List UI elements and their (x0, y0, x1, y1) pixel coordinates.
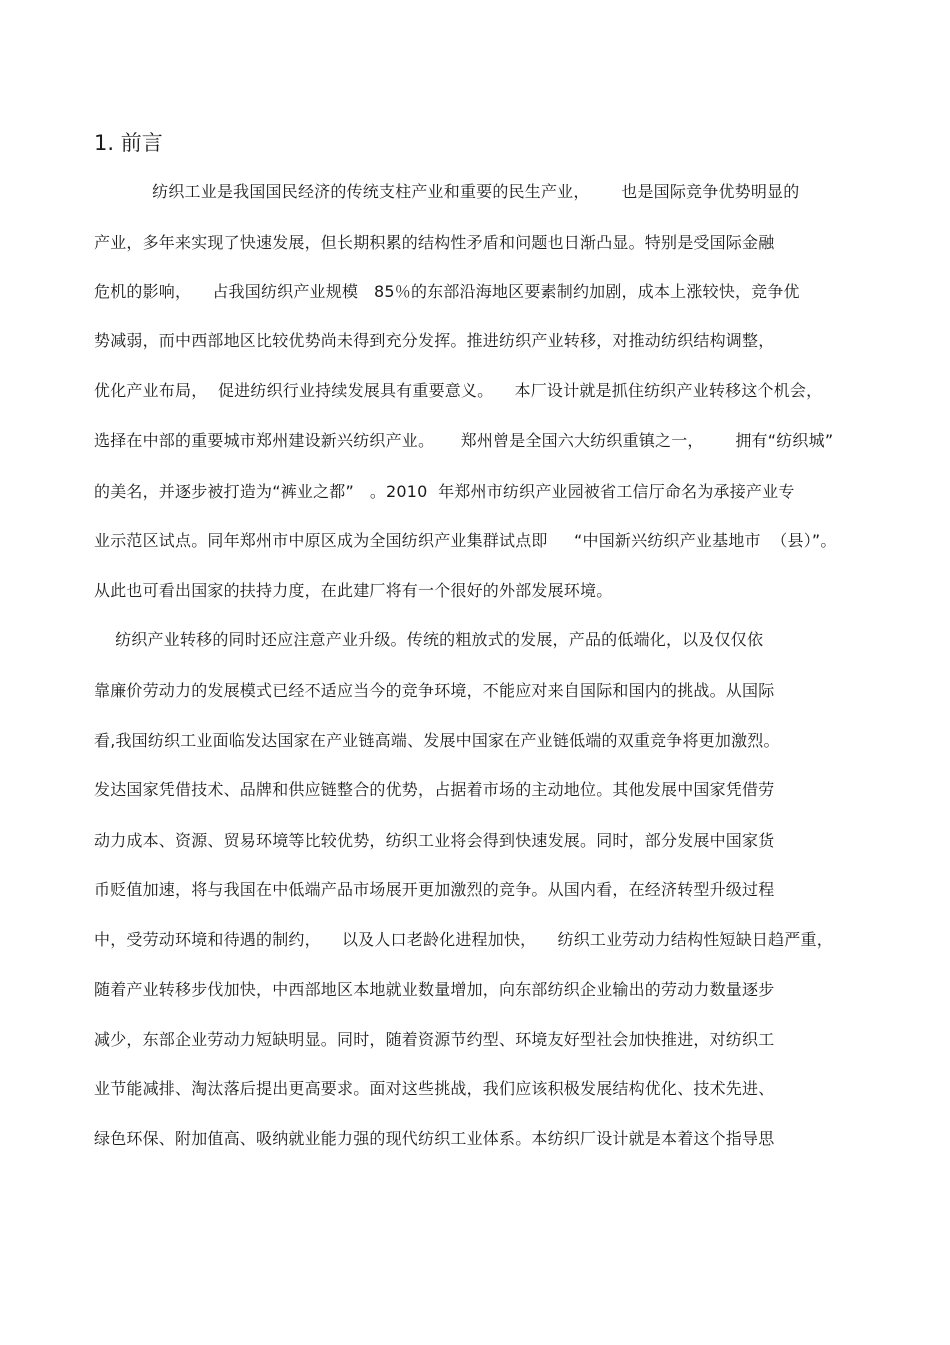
paragraph-line: 看,我国纺织工业面临发达国家在产业链高端、发展中国家在产业链低端的双重竞争将更加激烈。 (94, 731, 780, 750)
paragraph-line: 势减弱，而中西部地区比较优势尚未得到充分发挥。推进纺织产业转移，对推动纺织结构调整， (94, 331, 775, 350)
paragraph-line: 纺织工业是我国国民经济的传统支柱产业和重要的民生产业， 也是国际竞争优势明显的 (94, 182, 800, 201)
paragraph-line: 靠廉价劳动力的发展模式已经不适应当今的竞争环境，不能应对来自国际和国内的挑战。从国际 (94, 681, 775, 700)
paragraph-line: 危机的影响， 占我国纺织产业规模 85％的东部沿海地区要素制约加剧，成本上涨较快，竞争优 (94, 282, 800, 301)
paragraph-line: 业节能减排、淘汰落后提出更高要求。面对这些挑战，我们应该积极发展结构优化、技术先进、 (94, 1079, 775, 1098)
paragraph-line: 从此也可看出国家的扶持力度，在此建厂将有一个很好的外部发展环境。 (94, 581, 613, 600)
paragraph-line: 减少，东部企业劳动力短缺明显。同时，随着资源节约型、环境友好型社会加快推进，对纺织工 (94, 1030, 775, 1049)
paragraph-line: 动力成本、资源、贸易环境等比较优势，纺织工业将会得到快速发展。同时，部分发展中国家货 (94, 831, 775, 850)
paragraph-line: 产业，多年来实现了快速发展，但长期积累的结构性矛盾和问题也日渐凸显。特别是受国际金融 (94, 233, 775, 252)
paragraph-line: 币贬值加速，将与我国在中低端产品市场展开更加激烈的竞争。从国内看，在经济转型升级过程 (94, 880, 775, 899)
section-heading: 1. 前言 (94, 131, 163, 155)
paragraph-line: 中，受劳动环境和待遇的制约， 以及人口老龄化进程加快， 纺织工业劳动力结构性短缺日趋严重， (94, 930, 833, 949)
paragraph-line: 优化产业布局， 促进纺织行业持续发展具有重要意义。 本厂设计就是抓住纺织产业转移这个机会， (94, 381, 823, 400)
paragraph-line: 随着产业转移步伐加快，中西部地区本地就业数量增加，向东部纺织企业输出的劳动力数量逐步 (94, 980, 775, 999)
paragraph-line: 的美名，并逐步被打造为“裤业之都” 。2010 年郑州市纺织产业园被省工信厅命名为承接产业专 (94, 482, 795, 501)
paragraph-line: 业示范区试点。同年郑州市中原区成为全国纺织产业集群试点即 “中国新兴纺织产业基地市 （县）”。 (94, 531, 837, 550)
paragraph-line: 纺织产业转移的同时还应注意产业升级。传统的粗放式的发展，产品的低端化，以及仅仅依 (94, 630, 764, 649)
paragraph-line: 选择在中部的重要城市郑州建设新兴纺织产业。 郑州曾是全国六大纺织重镇之一， 拥有“纺织城” (94, 431, 834, 450)
paragraph-line: 发达国家凭借技术、品牌和供应链整合的优势，占据着市场的主动地位。其他发展中国家凭借劳 (94, 780, 775, 799)
paragraph-line: 绿色环保、附加值高、吸纳就业能力强的现代纺织工业体系。本纺织厂设计就是本着这个指导思 (94, 1129, 775, 1148)
